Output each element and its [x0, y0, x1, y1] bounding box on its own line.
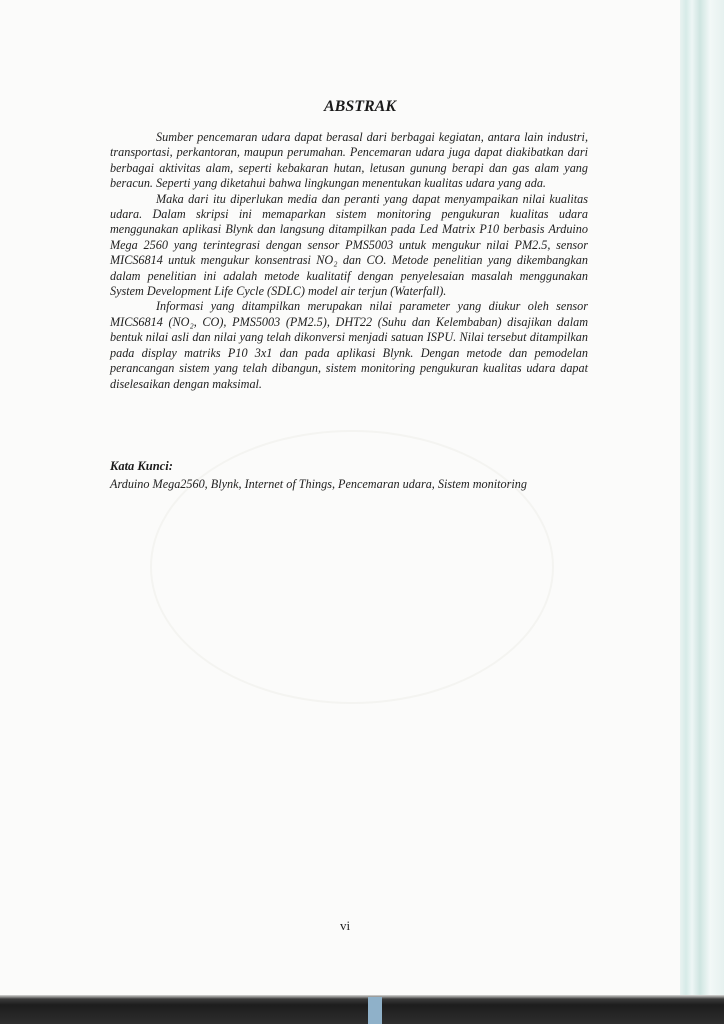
abstract-paragraph-1: Sumber pencemaran udara dapat berasal dari berbagai kegiatan, antara lain industri, transportasi, perkantoran, maupun perumahan. Pencemaran udara juga dapat diakibatkan dari berbagai aktivitas alam, seperti kebakaran hutan, letusan gunung berapi dan gas alam yang beracun. Seperti yang diketahui bahwa lingkungan menentukan kualitas udara yang ada.: [110, 130, 588, 191]
book-ribbon: [368, 997, 382, 1024]
keywords-list: Arduino Mega2560, Blynk, Internet of Things, Pencemaran udara, Sistem monitoring: [110, 477, 527, 491]
watermark-seal: [150, 430, 554, 704]
keywords-heading: Kata Kunci:: [110, 459, 173, 473]
abstract-paragraph-3: Informasi yang ditampilkan merupakan nilai parameter yang diukur oleh sensor MICS6814 (NO₂, CO), PMS5003 (PM2.5), DHT22 (Suhu dan Kelembaban) disajikan dalam bentuk nilai asli dan nilai yang telah dikonversi menjadi satuan ISPU. Nilai tersebut ditampilkan pada display matriks P10 3x1 dan pada aplikasi Blynk. Dengan metode dan pemodelan perancangan sistem yang telah dibangun, sistem monitoring pengukuran kualitas udara dapat diselesaikan dengan maksimal.: [110, 299, 588, 391]
page-title: ABSTRAK: [323, 98, 397, 115]
book-edge-right: [680, 0, 724, 995]
page-number: vi: [339, 918, 351, 933]
abstract-paragraph-2: Maka dari itu diperlukan media dan peranti yang dapat menyampaikan nilai kualitas udara. Dalam skripsi ini memaparkan sistem monitoring pengukuran kualitas udara menggunakan aplikasi Blynk dan langsung ditampilkan pada Led Matrix P10 berbasis Arduino Mega 2560 yang terintegrasi dengan sensor PMS5003 untuk mengukur nilai PM2.5, sensor MICS6814 untuk mengukur konsentrasi NO₂ dan CO. Metode penelitian yang dikembangkan dalam penelitian ini adalah metode kualitatif dengan penyelesaian masalah menggunakan System Development Life Cycle (SDLC) model air terjun (Waterfall).: [110, 191, 588, 299]
book-edge-bottom: [0, 995, 724, 1024]
abstract-body: [110, 130, 588, 392]
